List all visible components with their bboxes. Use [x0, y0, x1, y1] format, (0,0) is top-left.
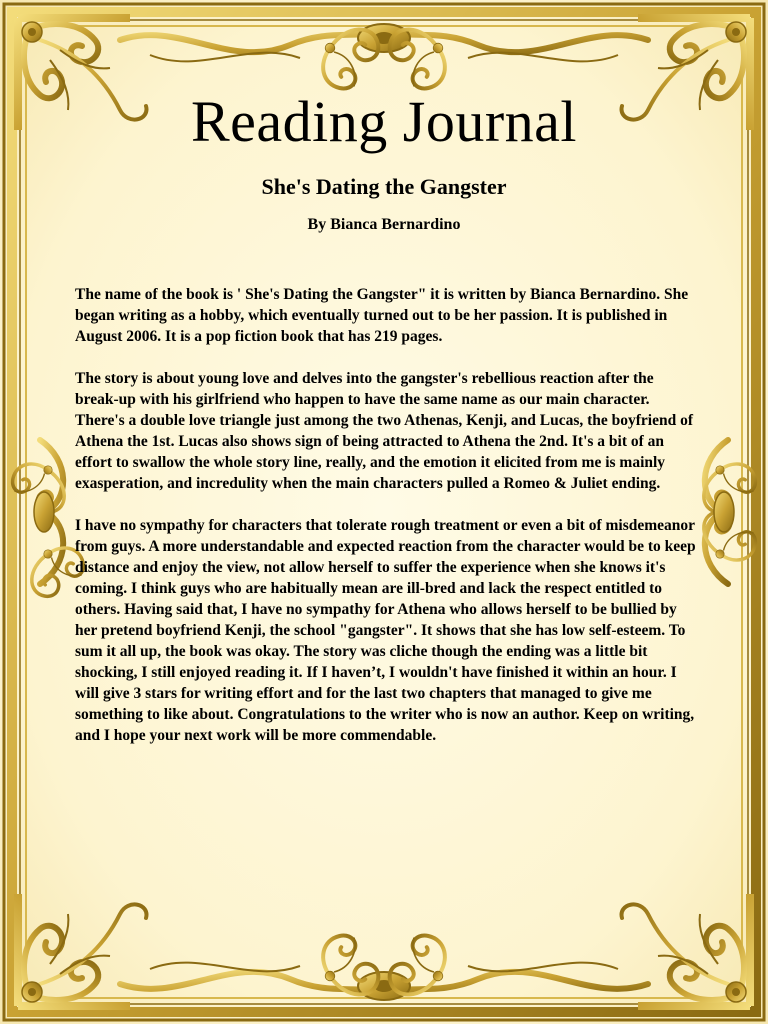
book-title: She's Dating the Gangster [261, 174, 507, 199]
paragraph-intro: The name of the book is ' She's Dating the Gangster" it is written by Bianca Bernardino. She began writing as a hobby, which eventually turned out to be her passion. It is published in August 2006. It is a pop fiction book that has 219 pages. [75, 286, 689, 345]
paragraph-opinion: I have no sympathy for characters that tolerate rough treatment or even a bit of misdemeanor from guys. A more understandable and expected reaction from the character would be to keep distance and enjoy the view, not allow herself to suffer the experience when she knows it's coming. I think guys who are habitually mean are ill-bred and lack the respect entitled to others. Having said that, I have no sympathy for Athena who allows herself to be bullied by her pretend boyfriend Kenji, the school "gangster". It shows that she has low self-esteem. To sum it all up, the book was okay. The story was cliche though the ending was a little bit shocking, I still enjoyed reading it. If I haven’t, I wouldn't have finished it within an hour. I will give 3 stars for writing effort and for the last two chapters that managed to give me something to like about. Congratulations to the writer who is now an author. Keep on writing, and I hope your next work will be more commendable. [75, 517, 696, 744]
book-author: By Bianca Bernardino [307, 216, 461, 233]
page-title: Reading Journal [190, 89, 578, 154]
journal-body [75, 284, 700, 767]
paragraph-story: The story is about young love and delves into the gangster's rebellious reaction after the break-up with his girlfriend who happen to have the same name as our main character. There's a double love triangle just among the two Athenas, Kenji, and Lucas, the boyfriend of Athena the 1st. Lucas also shows sign of being attracted to Athena the 2nd. It's a bit of an effort to swallow the whole story line, really, and the emotion it elicited from me is mainly exasperation, and incredulity when the main characters pulled a Romeo & Juliet ending. [75, 370, 694, 492]
